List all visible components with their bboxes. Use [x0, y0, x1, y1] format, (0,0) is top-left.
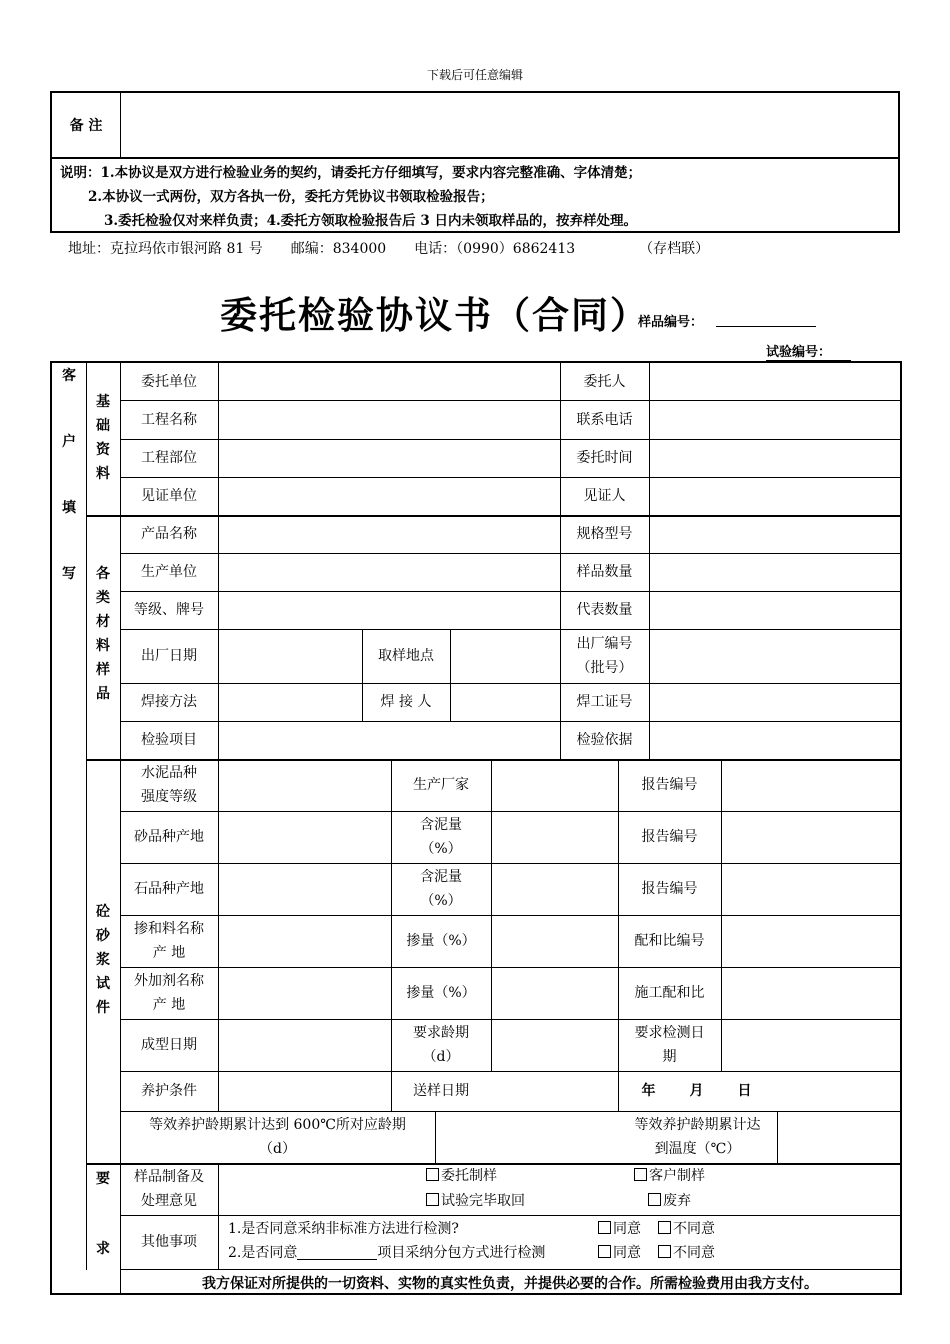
label-test-basis: 检验依据	[576, 732, 633, 748]
label-additive: 外加剂名称 产 地	[134, 973, 204, 1013]
label-client-unit: 委托单位	[141, 373, 197, 390]
option-customer-make[interactable]: 客户制样	[634, 1165, 705, 1185]
instruction-line-1: 说明：1.本协议是双方进行检验业务的契约，请委托方仔细填写，要求内容完整准确、字体清楚；	[60, 165, 642, 181]
label-project-name: 工程名称	[141, 411, 197, 428]
label-project-part: 工程部位	[141, 450, 197, 466]
label-manufacturer: 生产厂家	[413, 777, 469, 793]
work-mix-field[interactable]	[721, 967, 902, 1019]
equivalent-temp-field[interactable]	[777, 1111, 902, 1163]
instructions	[52, 157, 898, 231]
label-required-test-date: 要求检测日 期	[634, 1025, 705, 1065]
label-witness-person: 见证人	[583, 488, 626, 504]
label-delivery-date: 送样日期	[413, 1083, 469, 1099]
label-client-person: 委托人	[583, 373, 626, 390]
label-grade-brand: 等级、牌号	[134, 602, 204, 618]
stone-report-no-field[interactable]	[721, 863, 902, 915]
stone-origin-field[interactable]	[218, 863, 391, 915]
q1-agree-option[interactable]: 同意	[598, 1218, 641, 1238]
postcode: 邮编：834000	[290, 241, 387, 257]
year-label: 年	[641, 1083, 656, 1099]
label-witness-unit: 见证单位	[141, 488, 197, 504]
label-rep-qty: 代表数量	[576, 602, 633, 618]
label-product-name: 产品名称	[141, 526, 197, 542]
telephone: 电话：（0990）6862413	[414, 241, 576, 257]
checkbox[interactable]	[658, 1245, 671, 1258]
address: 地址：克拉玛依市银河路 81 号	[68, 241, 263, 257]
sand-report-no-field[interactable]	[721, 811, 902, 863]
witness-unit-field[interactable]	[218, 477, 560, 515]
welder-field[interactable]	[450, 683, 560, 721]
question-subcontract: 2.是否同意 项目采纳分包方式进行检测	[228, 1245, 546, 1261]
concrete-heading: 砼 砂 浆 试 件	[96, 904, 110, 1016]
page-title: 委托检验协议书（合同）	[220, 293, 649, 337]
label-sand-clay-content: 含泥量 （%）	[420, 817, 462, 857]
checkbox[interactable]	[598, 1245, 611, 1258]
witness-person-field[interactable]	[649, 477, 902, 515]
project-name-field[interactable]	[218, 400, 560, 439]
option-take-back[interactable]: 试验完毕取回	[426, 1190, 525, 1210]
label-other-matters: 其他事项	[141, 1234, 197, 1250]
checkbox[interactable]	[658, 1221, 671, 1234]
label-work-mix: 施工配和比	[634, 985, 705, 1001]
remarks-box	[50, 91, 900, 233]
label-curing-condition: 养护条件	[141, 1083, 197, 1099]
label-sand-origin: 砂品种产地	[134, 829, 204, 845]
sample-number-field[interactable]	[716, 326, 816, 327]
admixture-dosage-field[interactable]	[491, 915, 618, 967]
label-cement-type: 水泥品种 强度等级	[141, 765, 197, 805]
factory-date-field[interactable]	[218, 629, 362, 683]
option-discard[interactable]: 废弃	[648, 1190, 691, 1210]
label-contact-phone: 联系电话	[576, 411, 633, 428]
divider	[120, 1215, 902, 1216]
test-basis-field[interactable]	[649, 721, 902, 759]
label-sampling-place: 取样地点	[378, 648, 434, 664]
contact-phone-field[interactable]	[649, 400, 902, 439]
remarks-field[interactable]	[120, 93, 898, 157]
label-client-time: 委托时间	[576, 450, 633, 466]
label-report-no: 报告编号	[641, 881, 698, 897]
test-number-field[interactable]: 试验编号：	[766, 341, 851, 361]
client-unit-field[interactable]	[218, 363, 560, 400]
grade-brand-field[interactable]	[218, 591, 560, 629]
divider	[218, 1163, 219, 1270]
additive-field[interactable]	[218, 967, 391, 1019]
label-additive-dosage: 掺量（%）	[406, 985, 476, 1001]
project-part-field[interactable]	[218, 439, 560, 477]
welder-cert-field[interactable]	[649, 683, 902, 721]
spec-model-field[interactable]	[649, 515, 902, 553]
instruction-line-3: 3.委托检验仅对来样负责；4.委托方领取检验报告后 3 日内未领取样品的，按弃样处理。	[104, 213, 637, 229]
guarantee-statement: 我方保证对所提供的一切资料、实物的真实性负责，并提供必要的合作。所需检验费用由我方支付。	[202, 1275, 818, 1292]
manufacturer-field[interactable]	[491, 759, 618, 811]
label-sample-qty: 样品数量	[576, 564, 633, 580]
label-factory-date: 出厂日期	[141, 648, 197, 664]
label-report-no: 报告编号	[641, 777, 698, 793]
requirements-heading: 要 求	[96, 1171, 110, 1257]
client-person-field[interactable]	[649, 363, 902, 400]
label-producer: 生产单位	[141, 564, 197, 580]
subcontract-items-field[interactable]	[297, 1245, 377, 1260]
required-test-date-field[interactable]	[721, 1019, 902, 1071]
rep-qty-field[interactable]	[649, 591, 902, 629]
sampling-place-field[interactable]	[450, 629, 560, 683]
delivery-date-field[interactable]	[491, 1071, 902, 1111]
forming-date-field[interactable]	[218, 1019, 391, 1071]
required-age-field[interactable]	[491, 1019, 618, 1071]
label-stone-clay-content: 含泥量 （%）	[420, 869, 462, 909]
sand-clay-content-field[interactable]	[491, 811, 618, 863]
label-admixture-dosage: 掺量（%）	[406, 933, 476, 949]
month-label: 月	[689, 1083, 704, 1099]
divider	[86, 363, 87, 1270]
label-forming-date: 成型日期	[141, 1037, 197, 1053]
label-sample-prep: 样品制备及 处理意见	[134, 1169, 204, 1209]
label-stone-origin: 石品种产地	[134, 881, 204, 897]
label-mix-no: 配和比编号	[634, 933, 705, 949]
q2-disagree-option[interactable]: 不同意	[658, 1242, 715, 1262]
checkbox[interactable]	[426, 1168, 439, 1181]
label-report-no: 报告编号	[641, 829, 698, 845]
label-factory-no: 出厂编号 （批号）	[576, 636, 633, 676]
equivalent-age-field[interactable]	[435, 1111, 618, 1163]
sample-qty-field[interactable]	[649, 553, 902, 591]
sample-number-label: 样品编号：	[638, 315, 704, 330]
label-welder: 焊 接 人	[380, 694, 432, 710]
instruction-line-2: 2.本协议一式两份，双方各执一份，委托方凭协议书领取检验报告；	[88, 189, 494, 205]
label-test-items: 检验项目	[141, 732, 197, 748]
checkbox[interactable]	[426, 1193, 439, 1206]
checkbox[interactable]	[648, 1193, 661, 1206]
product-name-field[interactable]	[218, 515, 560, 553]
stone-clay-content-field[interactable]	[491, 863, 618, 915]
q2-agree-option[interactable]: 同意	[598, 1242, 641, 1262]
checkbox[interactable]	[634, 1168, 647, 1181]
address-line	[68, 238, 737, 258]
option-client-make[interactable]: 委托制样	[426, 1165, 497, 1185]
label-required-age: 要求龄期 （d）	[413, 1025, 469, 1065]
q1-disagree-option[interactable]: 不同意	[658, 1218, 715, 1238]
producer-field[interactable]	[218, 553, 560, 591]
remarks-label: 备 注	[52, 93, 121, 157]
basic-info-heading: 基 础 资 料	[96, 394, 110, 482]
sand-origin-field[interactable]	[218, 811, 391, 863]
agreement-form	[50, 361, 902, 1295]
curing-condition-field[interactable]	[218, 1071, 391, 1111]
label-admixture: 掺和料名称 产 地	[134, 921, 204, 961]
label-equivalent-temp: 等效养护龄期累计达 到温度（℃）	[634, 1117, 761, 1157]
factory-no-field[interactable]	[649, 629, 902, 683]
archive-copy-label: （存档联）	[639, 241, 710, 257]
admixture-field[interactable]	[218, 915, 391, 967]
client-time-field[interactable]	[649, 439, 902, 477]
client-fill-heading: 客 户 填 写	[62, 368, 76, 582]
checkbox[interactable]	[598, 1221, 611, 1234]
test-items-field[interactable]	[218, 721, 560, 759]
materials-heading: 各 类 材 料 样 品	[96, 566, 110, 702]
question-non-standard-method: 1.是否同意采纳非标准方法进行检测?	[228, 1221, 459, 1237]
cement-report-no-field[interactable]	[721, 759, 902, 811]
label-weld-method: 焊接方法	[141, 694, 197, 710]
additive-dosage-field[interactable]	[491, 967, 618, 1019]
weld-method-field[interactable]	[218, 683, 362, 721]
header-note: 下载后可任意编辑	[426, 68, 523, 82]
label-welder-cert: 焊工证号	[576, 694, 633, 710]
label-spec-model: 规格型号	[576, 526, 633, 542]
label-equivalent-age: 等效养护龄期累计达到 600℃所对应龄期 （d）	[149, 1117, 406, 1157]
mix-no-field[interactable]	[721, 915, 902, 967]
cement-type-field[interactable]	[218, 759, 391, 811]
day-label: 日	[737, 1083, 752, 1099]
